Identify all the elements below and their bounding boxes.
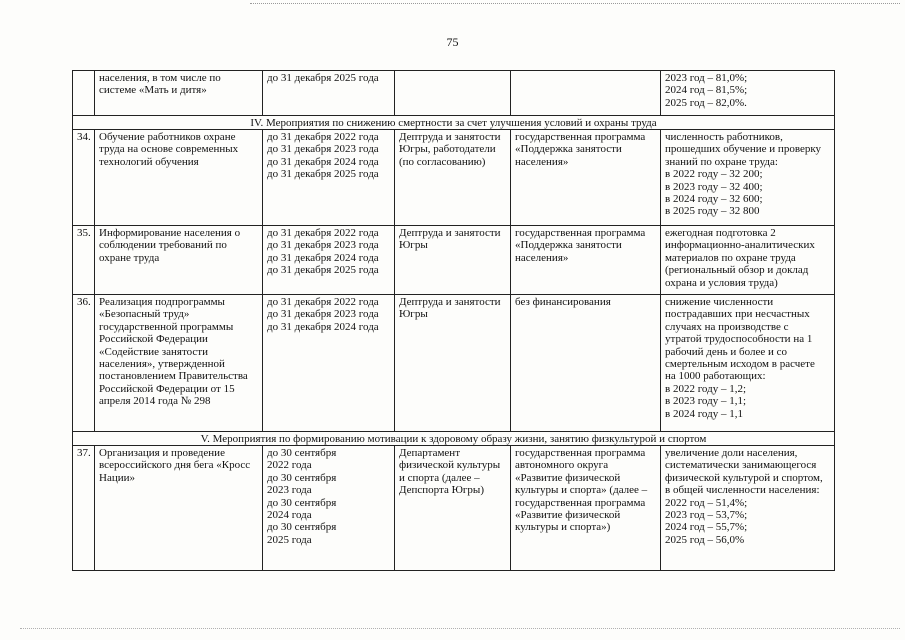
- cell-deadline: [263, 130, 395, 226]
- cell-number: 37.: [73, 446, 95, 571]
- deadline-line: до 30 сентября: [267, 496, 337, 509]
- cell-activity: Организация и проведение всероссийского дня бега «Кросс Нации»: [95, 446, 263, 571]
- deadline-line: до 31 декабря 2022 года: [267, 296, 379, 308]
- cell-indicator: [661, 295, 835, 432]
- cell-activity: населения, в том числе по системе «Мать и дитя»: [95, 71, 263, 116]
- measures-table: [72, 70, 835, 571]
- cell-number: 36.: [73, 295, 95, 432]
- section-header-row: [73, 432, 835, 446]
- indicator-line: в 2023 году – 1,1;: [665, 395, 747, 408]
- deadline-line: до 31 декабря 2024 года: [267, 251, 379, 264]
- indicator-line: увеличение доли населения,: [665, 447, 798, 459]
- deadline-line: 2024 года: [267, 509, 312, 522]
- indicator-line: пострадавших при несчастных: [665, 308, 810, 321]
- indicator-line: (региональный обзор и доклад: [665, 264, 809, 277]
- cell-source: [511, 71, 661, 116]
- deadline-line: до 31 декабря 2023 года: [267, 239, 379, 252]
- deadline-line: 2022 года: [267, 459, 312, 472]
- deadline-line: до 31 декабря 2022 года: [267, 131, 379, 143]
- cell-deadline: [263, 71, 395, 116]
- table-row-37: [73, 446, 835, 571]
- indicator-line: охрана и условия труда): [665, 276, 778, 289]
- indicator-line: информационно-аналитических: [665, 239, 815, 252]
- cell-number: 35.: [73, 226, 95, 295]
- section-title-v: V. Мероприятия по формированию мотивации к здоровому образу жизни, занятию физкультурой и спортом: [73, 432, 835, 446]
- cell-indicator: [661, 71, 835, 116]
- cell-source: государственная программа автономного округа «Развитие физической культуры и спорта» (далее – государственная программа «Развитие физической культуры и спорта»): [511, 446, 661, 571]
- cell-activity: Реализация подпрограммы «Безопасный труд» государственной программы Российской Федерации «Содействие занятости населения», утвержденной постановлением Правительства Российской Федерации от 15 апреля 2014 года № 298: [95, 295, 263, 432]
- section-title-iv: IV. Мероприятия по снижению смертности за счет улучшения условий и охраны труда: [73, 116, 835, 130]
- cell-number: [73, 71, 95, 116]
- indicator-line: 2025 год – 56,0%: [665, 533, 745, 546]
- deadline-line: до 31 декабря 2023 года: [267, 143, 379, 156]
- indicator-line: 2025 год – 82,0%.: [665, 96, 747, 109]
- indicator-line: 2024 год – 81,5%;: [665, 84, 748, 97]
- cell-deadline: [263, 226, 395, 295]
- indicator-line: в 2022 году – 1,2;: [665, 382, 747, 395]
- indicator-line: 2023 год – 53,7%;: [665, 509, 748, 522]
- scan-artifact-top: [250, 3, 900, 5]
- table-row-continuation: [73, 71, 835, 116]
- indicator-line: ежегодная подготовка 2: [665, 227, 776, 239]
- deadline-line: до 30 сентября: [267, 447, 337, 459]
- cell-activity: Обучение работников охране труда на основе современных технологий обучения: [95, 130, 263, 226]
- cell-activity: Информирование населения о соблюдении требований по охране труда: [95, 226, 263, 295]
- cell-deadline: [263, 446, 395, 571]
- indicator-line: физической культурой и спортом,: [665, 471, 823, 484]
- table-row-34: [73, 130, 835, 226]
- cell-source: государственная программа «Поддержка занятости населения»: [511, 130, 661, 226]
- indicator-line: 2023 год – 81,0%;: [665, 72, 748, 84]
- page-number: 75: [446, 35, 459, 49]
- deadline-line: до 31 декабря 2025 года: [267, 264, 379, 277]
- indicator-line: в 2024 году – 1,1: [665, 407, 743, 420]
- deadline-line: до 31 декабря 2025 года: [267, 168, 379, 181]
- deadline-line: 2025 года: [267, 533, 312, 546]
- cell-indicator: [661, 130, 835, 226]
- cell-executor: Дептруда и занятости Югры: [395, 226, 511, 295]
- cell-executor: Дептруда и занятости Югры, работодатели (по согласованию): [395, 130, 511, 226]
- deadline-line: до 31 декабря 2024 года: [267, 155, 379, 168]
- deadline-line: до 31 декабря 2025 года: [267, 72, 379, 84]
- indicator-line: в 2024 году – 32 600;: [665, 193, 763, 206]
- indicator-line: в 2025 году – 32 800: [665, 205, 760, 218]
- indicator-line: в 2022 году – 32 200;: [665, 168, 763, 181]
- cell-deadline: [263, 295, 395, 432]
- indicator-line: снижение численности: [665, 296, 774, 308]
- section-header-row: [73, 116, 835, 130]
- indicator-line: в общей численности населения:: [665, 484, 820, 497]
- indicator-line: 2022 год – 51,4%;: [665, 496, 748, 509]
- cell-source: без финансирования: [511, 295, 661, 432]
- indicator-line: случаях на производстве с: [665, 320, 789, 333]
- deadline-line: до 30 сентября: [267, 471, 337, 484]
- indicator-line: знаний по охране труда:: [665, 155, 778, 168]
- indicator-line: систематически занимающегося: [665, 459, 817, 472]
- indicator-line: прошедших обучение и проверку: [665, 143, 822, 156]
- deadline-line: до 31 декабря 2024 года: [267, 320, 379, 333]
- table-row-36: [73, 295, 835, 432]
- indicator-line: на 1000 работающих:: [665, 370, 766, 383]
- indicator-line: материалов по охране труда: [665, 251, 796, 264]
- cell-source: государственная программа «Поддержка занятости населения»: [511, 226, 661, 295]
- cell-indicator: [661, 226, 835, 295]
- indicator-line: рабочий день и более и со: [665, 345, 787, 358]
- cell-number: 34.: [73, 130, 95, 226]
- table-row-35: [73, 226, 835, 295]
- indicator-line: численность работников,: [665, 131, 783, 143]
- indicator-line: в 2023 году – 32 400;: [665, 180, 763, 193]
- indicator-line: утратой трудоспособности на 1: [665, 333, 813, 346]
- deadline-line: до 30 сентября: [267, 521, 337, 534]
- cell-executor: Дептруда и занятости Югры: [395, 295, 511, 432]
- deadline-line: до 31 декабря 2023 года: [267, 308, 379, 321]
- deadline-line: 2023 года: [267, 484, 312, 497]
- indicator-line: смертельным исходом в расчете: [665, 358, 815, 371]
- cell-indicator: [661, 446, 835, 571]
- cell-executor: [395, 71, 511, 116]
- indicator-line: 2024 год – 55,7%;: [665, 521, 748, 534]
- cell-executor: Департамент физической культуры и спорта (далее – Депспорта Югры): [395, 446, 511, 571]
- scan-artifact-bottom: [20, 628, 900, 630]
- deadline-line: до 31 декабря 2022 года: [267, 227, 379, 239]
